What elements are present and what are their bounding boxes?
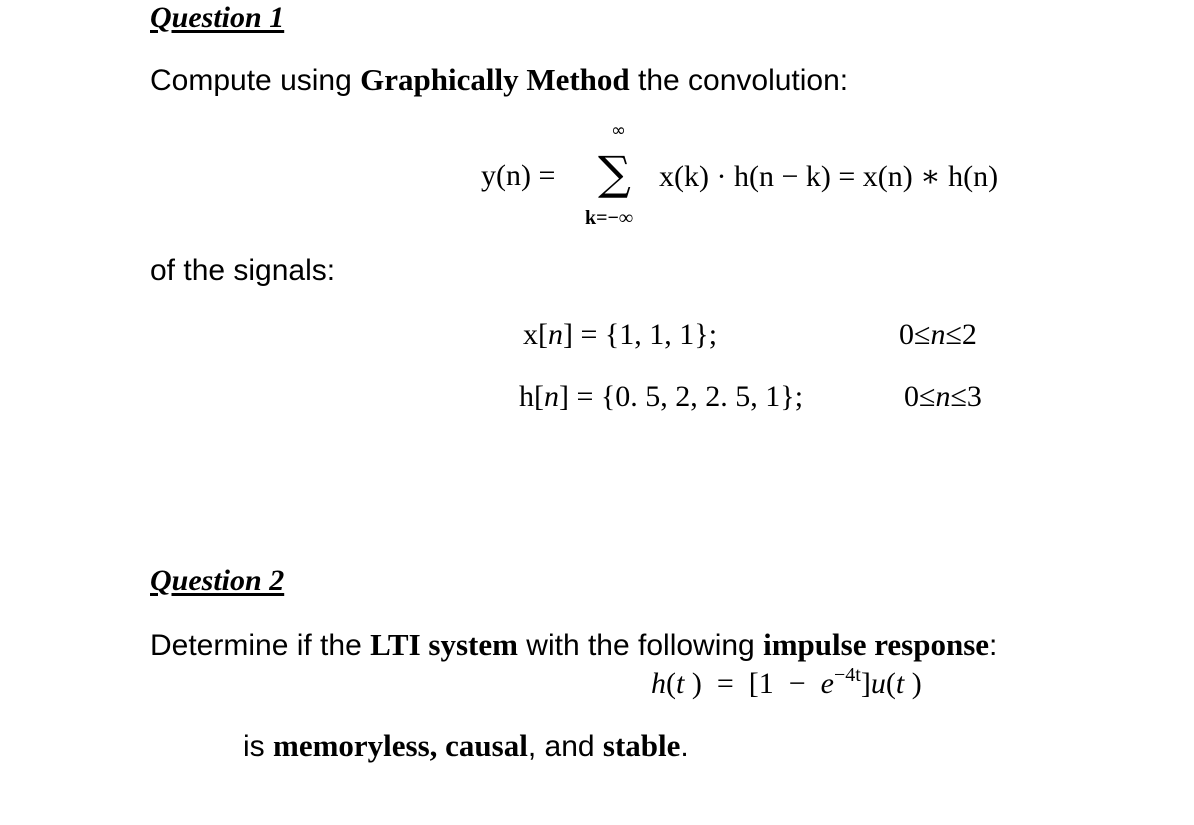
u-symbol: u xyxy=(870,667,886,700)
h-signal-range xyxy=(904,380,982,414)
convolution-rhs: x(k) · h(n − k) = x(n) ∗ h(n) xyxy=(659,160,999,193)
x-signal-values: ] = {1, 1, 1}; xyxy=(563,318,718,351)
summation-symbol: ∑ xyxy=(598,146,631,200)
sum-upper-limit: ∞ xyxy=(611,120,626,141)
sum-lower-limit: k=−∞ xyxy=(585,207,634,229)
h-signal-definition xyxy=(519,380,803,414)
h-symbol: h xyxy=(651,667,666,700)
question-2-conclusion xyxy=(243,728,689,764)
intro-text-end: the convolution: xyxy=(629,64,849,97)
bracket-close: ] xyxy=(860,667,871,700)
h-signal-values: ] = {0. 5, 2, 2. 5, 1}; xyxy=(559,380,804,413)
e-symbol: e xyxy=(820,667,834,700)
u-arg-close: ) xyxy=(904,667,922,700)
question-1-intro xyxy=(150,62,848,98)
intro-text: Compute using xyxy=(150,64,361,97)
convolution-lhs: y(n) = xyxy=(481,159,556,192)
t-symbol-2: t xyxy=(895,667,905,700)
conclusion-end: . xyxy=(680,730,689,763)
equation-equals: = [1 − xyxy=(701,667,821,700)
h-range-var: n xyxy=(935,380,951,413)
question-2-intro xyxy=(150,627,997,663)
h-signal-name: h[ xyxy=(519,380,544,413)
h-range-lower: 0≤ xyxy=(904,380,936,413)
x-signal-definition xyxy=(523,318,717,352)
conclusion-mid: , and xyxy=(527,730,603,763)
h-signal-var: n xyxy=(544,380,559,413)
q2-intro-text: Determine if the xyxy=(150,629,371,662)
arg-close: ) xyxy=(684,667,702,700)
question-1-heading: Question 1 xyxy=(150,1,285,34)
x-signal-range xyxy=(899,318,977,352)
q2-intro-end: : xyxy=(989,629,998,662)
conclusion-text: is xyxy=(243,730,273,763)
intro-bold-method: Graphically Method xyxy=(360,62,630,97)
x-range-var: n xyxy=(930,318,946,351)
question-2-heading: Question 2 xyxy=(150,564,285,597)
u-arg-open: ( xyxy=(885,667,896,700)
x-range-upper: ≤2 xyxy=(945,318,977,351)
conclusion-bold-1: memoryless, causal xyxy=(273,728,528,763)
conclusion-bold-2: stable xyxy=(602,728,681,763)
x-range-lower: 0≤ xyxy=(899,318,931,351)
impulse-response-equation xyxy=(651,664,922,701)
q2-bold-impulse: impulse response xyxy=(763,627,990,662)
exponent: −4t xyxy=(834,664,861,686)
q2-bold-lti: LTI system xyxy=(370,627,518,662)
signals-label: of the signals: xyxy=(150,254,336,287)
arg-open: ( xyxy=(666,667,676,700)
t-symbol: t xyxy=(676,667,685,700)
x-signal-var: n xyxy=(548,318,563,351)
h-range-upper: ≤3 xyxy=(950,380,982,413)
x-signal-name: x[ xyxy=(523,318,548,351)
q2-intro-mid: with the following xyxy=(517,629,764,662)
